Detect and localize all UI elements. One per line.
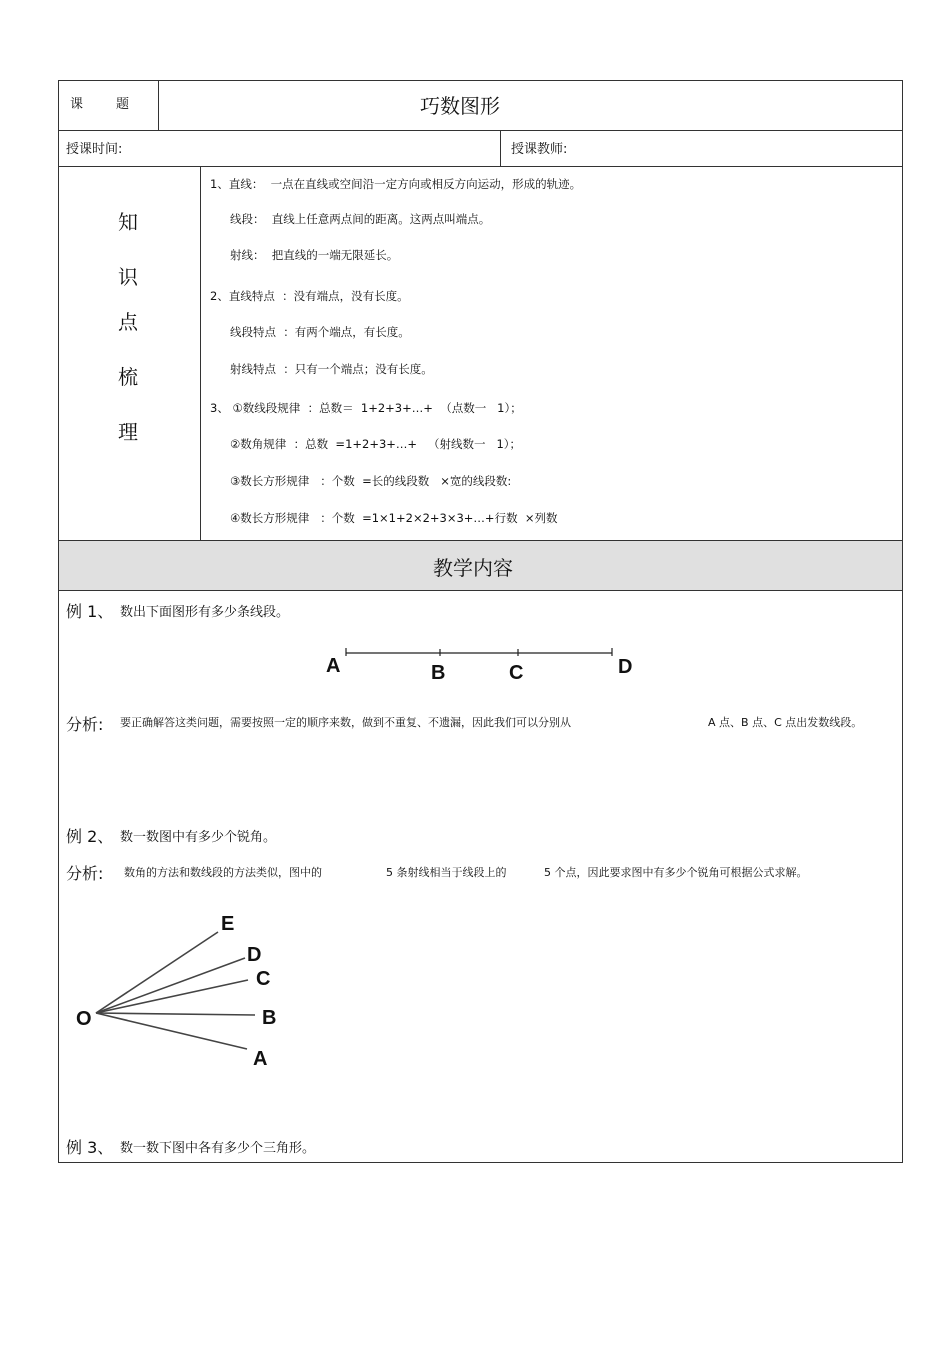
knowledge-line-9: ③数长方形规律 ：个数 =长的线段数 ×宽的线段数: <box>230 474 512 488</box>
knowledge-line-4: 2、直线特点 ：没有端点，没有长度。 <box>210 289 409 303</box>
example-1-analysis-tail: A 点、B 点、C 点出发数线段。 <box>708 716 863 729</box>
ray-e <box>96 932 218 1013</box>
knowledge-line-7: 3、 ①数线段规律 ：总数＝ 1+2+3+…+ （点数一 1）； <box>210 401 522 415</box>
example-2-analysis-a: 数角的方法和数线段的方法类似，图中的 <box>124 866 322 879</box>
teacher-label: 授课教师: <box>511 142 568 157</box>
knowledge-line-10: ④数长方形规律 ：个数 =1×1+2×2+3×3+…+行数 ×列数 <box>230 511 558 525</box>
example-1-text: 数出下面图形有多少条线段。 <box>120 605 290 620</box>
example-1-label: 例 1、 <box>66 602 114 621</box>
example-3-text: 数一数下图中各有多少个三角形。 <box>120 1141 316 1156</box>
example-1-analysis-text: 要正确解答这类问题，需要按照一定的顺序来数，做到不重复、不遗漏，因此我们可以分别从 <box>120 716 571 729</box>
example-1-analysis-label: 分析: <box>66 715 104 734</box>
ray-label-d: D <box>247 944 262 966</box>
table-border-bottom <box>58 1162 903 1163</box>
example-3-label: 例 3、 <box>66 1138 114 1157</box>
example-2-analysis-b: 5 条射线相当于线段上的 <box>386 866 507 879</box>
side-char-1: 知 <box>118 210 138 234</box>
knowledge-line-3: 射线： 把直线的一端无限延长。 <box>230 248 399 262</box>
ray-a <box>96 1013 247 1049</box>
example-2-analysis-c: 5 个点，因此要求图中有多少个锐角可根据公式求解。 <box>544 866 808 879</box>
point-label-d: D <box>618 656 633 678</box>
page-title: 巧数图形 <box>420 94 500 118</box>
ray-label-e: E <box>221 913 235 935</box>
point-label-c: C <box>509 662 524 684</box>
ray-label-c: C <box>256 968 271 990</box>
knowledge-line-8: ②数角规律 ：总数 =1+2+3+…+ （射线数一 1）； <box>230 437 522 451</box>
example-2-analysis-label: 分析: <box>66 864 104 883</box>
side-char-3: 点 <box>118 310 138 334</box>
knowledge-line-1: 1、直线： 一点在直线或空间沿一定方向或相反方向运动，形成的轨迹。 <box>210 177 582 191</box>
example-2-label: 例 2、 <box>66 827 114 846</box>
point-label-b: B <box>431 662 446 684</box>
ray-label-b: B <box>262 1007 277 1029</box>
knowledge-line-5: 线段特点 ：有两个端点，有长度。 <box>230 325 410 339</box>
point-label-a: A <box>326 655 341 677</box>
ray-b <box>96 1013 255 1015</box>
side-char-5: 理 <box>118 420 138 444</box>
time-label: 授课时间: <box>66 142 123 157</box>
knowledge-line-6: 射线特点 ：只有一个端点；没有长度。 <box>230 362 433 376</box>
vertex-label-o: O <box>76 1008 92 1030</box>
topic-label: 课 题 <box>70 97 130 112</box>
side-char-4: 梳 <box>118 365 138 389</box>
example-2-text: 数一数图中有多少个锐角。 <box>120 830 277 845</box>
side-char-2: 识 <box>118 265 138 289</box>
ray-label-a: A <box>253 1048 268 1070</box>
section-title: 教学内容 <box>433 556 513 580</box>
knowledge-line-2: 线段： 直线上任意两点间的距离。这两点叫端点。 <box>230 212 491 226</box>
